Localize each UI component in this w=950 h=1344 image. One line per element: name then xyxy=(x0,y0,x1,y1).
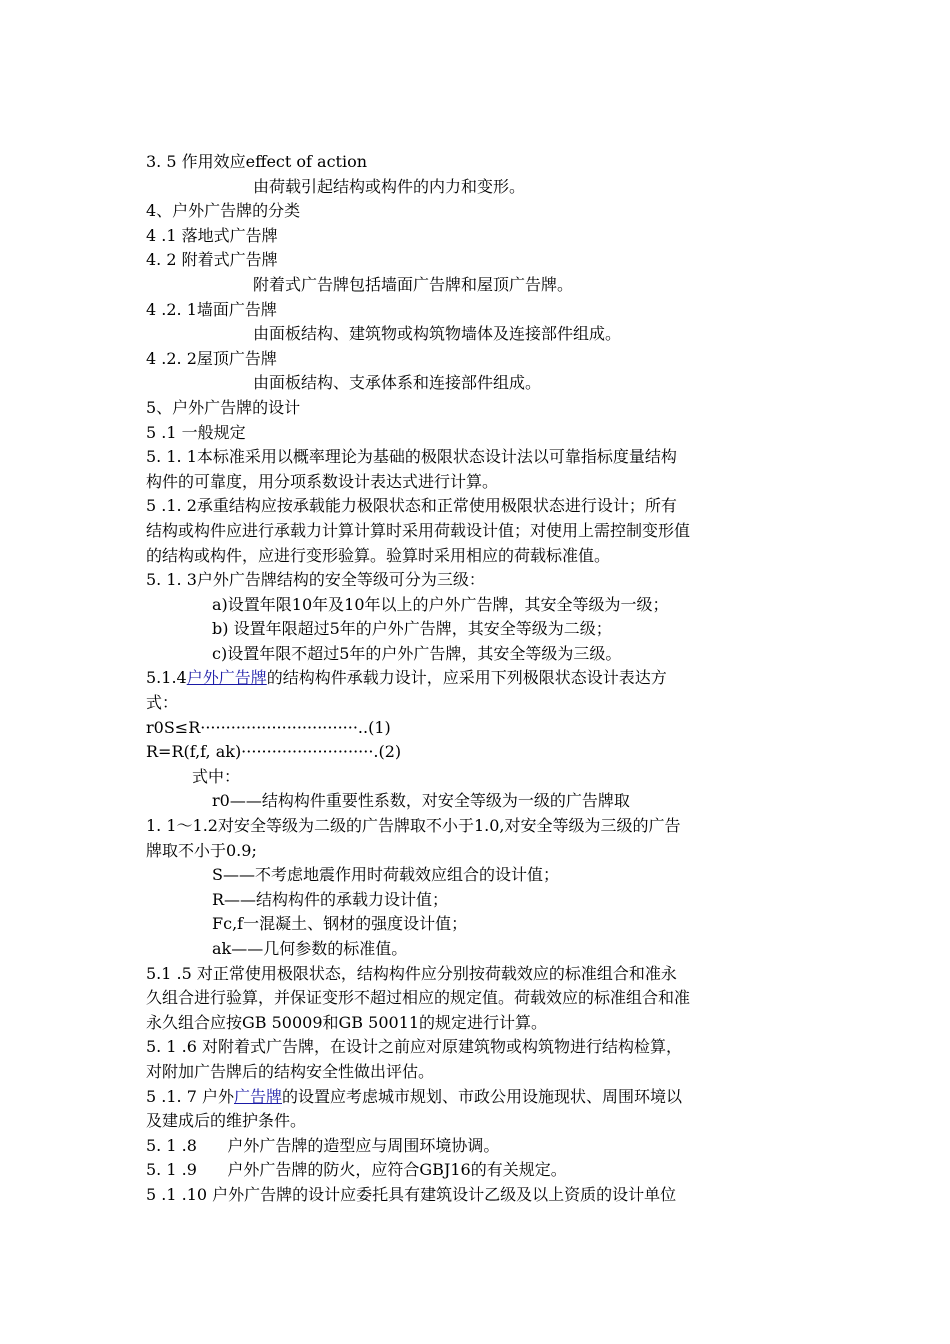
text-line: r0S≤R·······························..(1) xyxy=(146,717,391,737)
text-line: 5. 1. 3户外广告牌结构的安全等级可分为三级： xyxy=(146,570,485,590)
line-prefix: 5.1.4 xyxy=(146,668,187,688)
text-line: 5. 1 .9 户外广告牌的防火，应符合GBJ16的有关规定。 xyxy=(146,1160,567,1180)
text-line: r0——结构构件重要性系数，对安全等级为一级的广告牌取 xyxy=(212,791,630,811)
text-line: 5 .1 一般规定 xyxy=(146,422,246,442)
text-line: 5. 1 .6 对附着式广告牌，在设计之前应对原建筑物或构筑物进行结构检算， xyxy=(146,1037,682,1057)
text-line: 牌取不小于0.9; xyxy=(146,840,257,860)
text-line: 永久组合应按GB 50009和GB 50011的规定进行计算。 xyxy=(146,1012,548,1032)
line-suffix: 的结构构件承载力设计，应采用下列极限状态设计表达方 xyxy=(266,668,667,688)
text-line xyxy=(146,666,806,691)
text-line: 附着式广告牌包括墙面广告牌和屋顶广告牌。 xyxy=(253,274,574,294)
text-line: 由面板结构、支承体系和连接部件组成。 xyxy=(253,373,542,393)
text-line: 及建成后的维护条件。 xyxy=(146,1111,307,1131)
text-line: 对附加广告牌后的结构安全性做出评估。 xyxy=(146,1061,435,1081)
line-suffix: 的设置应考虑城市规划、市政公用设施现状、周围环境以 xyxy=(282,1086,683,1106)
text-line: 式： xyxy=(146,693,179,713)
text-line: ak——几何参数的标准值。 xyxy=(212,939,408,958)
text-line: 4 .2. 1墙面广告牌 xyxy=(146,299,277,319)
text-line: R——结构构件的承载力设计值； xyxy=(212,889,449,909)
text-line: 4 .2. 2屋顶广告牌 xyxy=(146,348,277,368)
text-line: 久组合进行验算，并保证变形不超过相应的规定值。荷载效应的标准组合和准 xyxy=(146,988,691,1008)
text-line: 5 .1 .10 户外广告牌的设计应委托具有建筑设计乙级及以上资质的设计单位 xyxy=(146,1184,677,1204)
text-line: 4 .1 落地式广告牌 xyxy=(146,225,278,245)
text-line: 5. 1. 1本标准采用以概率理论为基础的极限状态设计法以可靠指标度量结构 xyxy=(146,447,677,467)
text-line: a)设置年限10年及10年以上的户外广告牌，其安全等级为一级； xyxy=(212,594,669,614)
text-line xyxy=(146,1085,806,1110)
document-body xyxy=(146,150,806,1208)
text-line: Fc,f一混凝土、钢材的强度设计值； xyxy=(212,914,468,934)
text-line: 式中： xyxy=(192,766,241,786)
text-line: b) 设置年限超过5年的户外广告牌，其安全等级为二级； xyxy=(212,619,612,639)
text-line: 3. 5 作用效应effect of action xyxy=(146,152,368,171)
text-line: 5、户外广告牌的设计 xyxy=(146,397,301,417)
text-line: 4. 2 附着式广告牌 xyxy=(146,250,278,270)
text-line: 结构或构件应进行承载力计算计算时采用荷载设计值；对使用上需控制变形值 xyxy=(146,520,691,540)
text-line: 由荷载引起结构或构件的内力和变形。 xyxy=(253,176,526,196)
line-prefix: 5 .1. 7 户外 xyxy=(146,1086,234,1106)
hyperlink-advertising-board[interactable]: 户外广告牌 xyxy=(186,668,267,688)
text-line: 5. 1 .8 户外广告牌的造型应与周围环境协调。 xyxy=(146,1135,500,1155)
text-line: 构件的可靠度，用分项系数设计表达式进行计算。 xyxy=(146,471,499,491)
text-line: 1. 1～1.2对安全等级为二级的广告牌取不小于1.0,对安全等级为三级的广告 xyxy=(146,816,681,836)
text-line: 的结构或构件，应进行变形验算。验算时采用相应的荷载标准值。 xyxy=(146,545,611,565)
text-line: R=R(f,f, ak)··························.(2) xyxy=(146,742,402,762)
hyperlink-advertising-board[interactable]: 广告牌 xyxy=(233,1086,282,1106)
text-line: c)设置年限不超过5年的户外广告牌，其安全等级为三级。 xyxy=(212,643,622,663)
text-line: 5.1 .5 对正常使用极限状态，结构构件应分别按荷载效应的标准组合和准永 xyxy=(146,963,677,983)
text-line: 5 .1. 2承重结构应按承载能力极限状态和正常使用极限状态进行设计；所有 xyxy=(146,496,677,516)
text-line: 由面板结构、建筑物或构筑物墙体及连接部件组成。 xyxy=(253,324,622,344)
text-line: S——不考虑地震作用时荷载效应组合的设计值； xyxy=(212,865,559,885)
text-line: 4、户外广告牌的分类 xyxy=(146,201,301,221)
